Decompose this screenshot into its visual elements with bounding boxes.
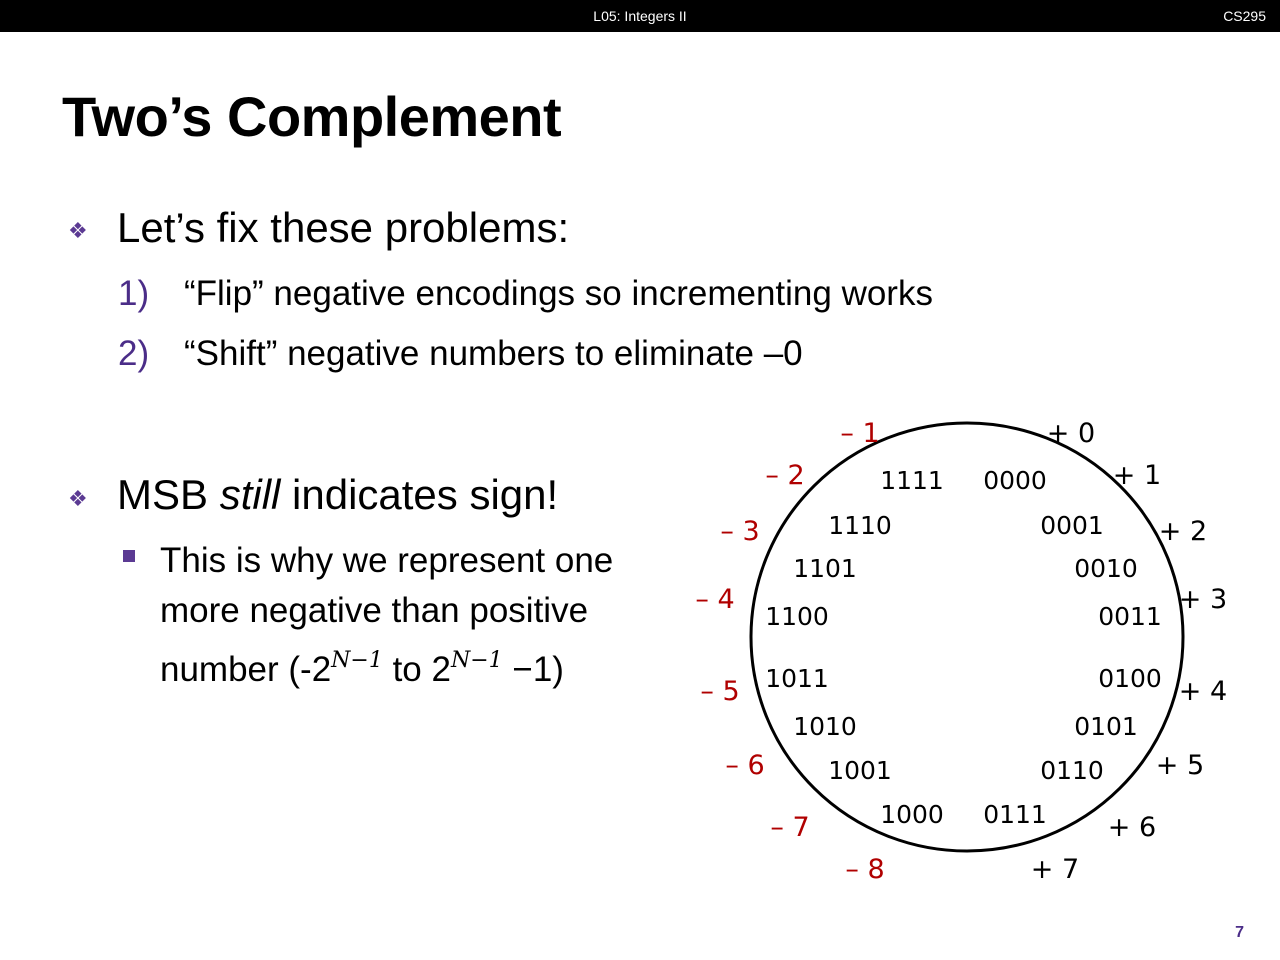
value-label-9: – 7	[770, 812, 810, 843]
item-text-2: “Shift” negative numbers to eliminate –0	[184, 334, 803, 373]
item-text-1: “Flip” negative encodings so incrementing works	[184, 274, 933, 313]
encoding-0111: 0111	[983, 800, 1047, 829]
value-label-15: – 1	[840, 418, 880, 449]
range-text-b: to 2	[382, 650, 451, 689]
course-code: CS295	[1223, 8, 1266, 24]
encoding-0100: 0100	[1098, 664, 1162, 693]
twos-complement-wheel	[690, 400, 1250, 880]
bullet-fix-problems: Let’s fix these problems:	[117, 204, 570, 251]
range-text-a: number (-2	[160, 650, 332, 689]
value-label-2: + 2	[1158, 516, 1208, 547]
value-label-3: + 3	[1178, 584, 1228, 615]
value-label-13: – 3	[720, 516, 760, 547]
sub-line-1: This is why we represent one	[160, 541, 614, 580]
msb-text: MSB	[117, 471, 220, 518]
header-bar	[0, 0, 1280, 32]
encoding-0011: 0011	[1098, 602, 1162, 631]
value-label-1: + 1	[1112, 460, 1162, 491]
exponent-2: N−1	[450, 648, 503, 673]
encoding-0101: 0101	[1074, 712, 1138, 741]
indicates-sign-text: indicates sign!	[280, 471, 559, 518]
value-label-12: – 4	[695, 584, 735, 615]
encoding-0110: 0110	[1040, 756, 1104, 785]
value-label-11: – 5	[700, 676, 740, 707]
diamond-bullet-icon: ❖	[68, 218, 88, 243]
value-label-7: + 7	[1030, 854, 1080, 880]
diamond-bullet-icon: ❖	[68, 486, 88, 511]
encoding-1101: 1101	[793, 554, 857, 583]
value-label-4: + 4	[1178, 676, 1228, 707]
bullet-msb-sign	[117, 471, 558, 519]
value-label-6: + 6	[1107, 812, 1157, 843]
value-label-10: – 6	[725, 750, 765, 781]
encoding-1011: 1011	[765, 664, 829, 693]
slide-title: Two’s Complement	[62, 85, 562, 148]
square-bullet-icon	[123, 550, 135, 562]
range-text-c: −1)	[502, 650, 564, 689]
item-number-2: 2)	[118, 334, 150, 373]
value-label-0: + 0	[1046, 418, 1096, 449]
still-emphasis: still	[219, 471, 281, 518]
encoding-0001: 0001	[1040, 511, 1104, 540]
sub-line-2: more negative than positive	[160, 591, 589, 630]
sub-bullet-explanation	[160, 536, 720, 695]
value-label-14: – 2	[765, 460, 805, 491]
item-number-1: 1)	[118, 274, 150, 313]
encoding-1010: 1010	[793, 712, 857, 741]
encoding-1110: 1110	[828, 511, 892, 540]
encoding-1100: 1100	[765, 602, 829, 631]
encoding-1111: 1111	[880, 466, 944, 495]
lecture-title: L05: Integers II	[593, 8, 687, 24]
value-label-8: – 8	[845, 854, 885, 880]
encoding-0000: 0000	[983, 466, 1047, 495]
encoding-1000: 1000	[880, 800, 944, 829]
page-number: 7	[1235, 924, 1244, 941]
encoding-0010: 0010	[1074, 554, 1138, 583]
value-label-5: + 5	[1155, 750, 1205, 781]
exponent-1: N−1	[331, 648, 383, 673]
encoding-1001: 1001	[828, 756, 892, 785]
sub-line-3	[160, 636, 720, 695]
